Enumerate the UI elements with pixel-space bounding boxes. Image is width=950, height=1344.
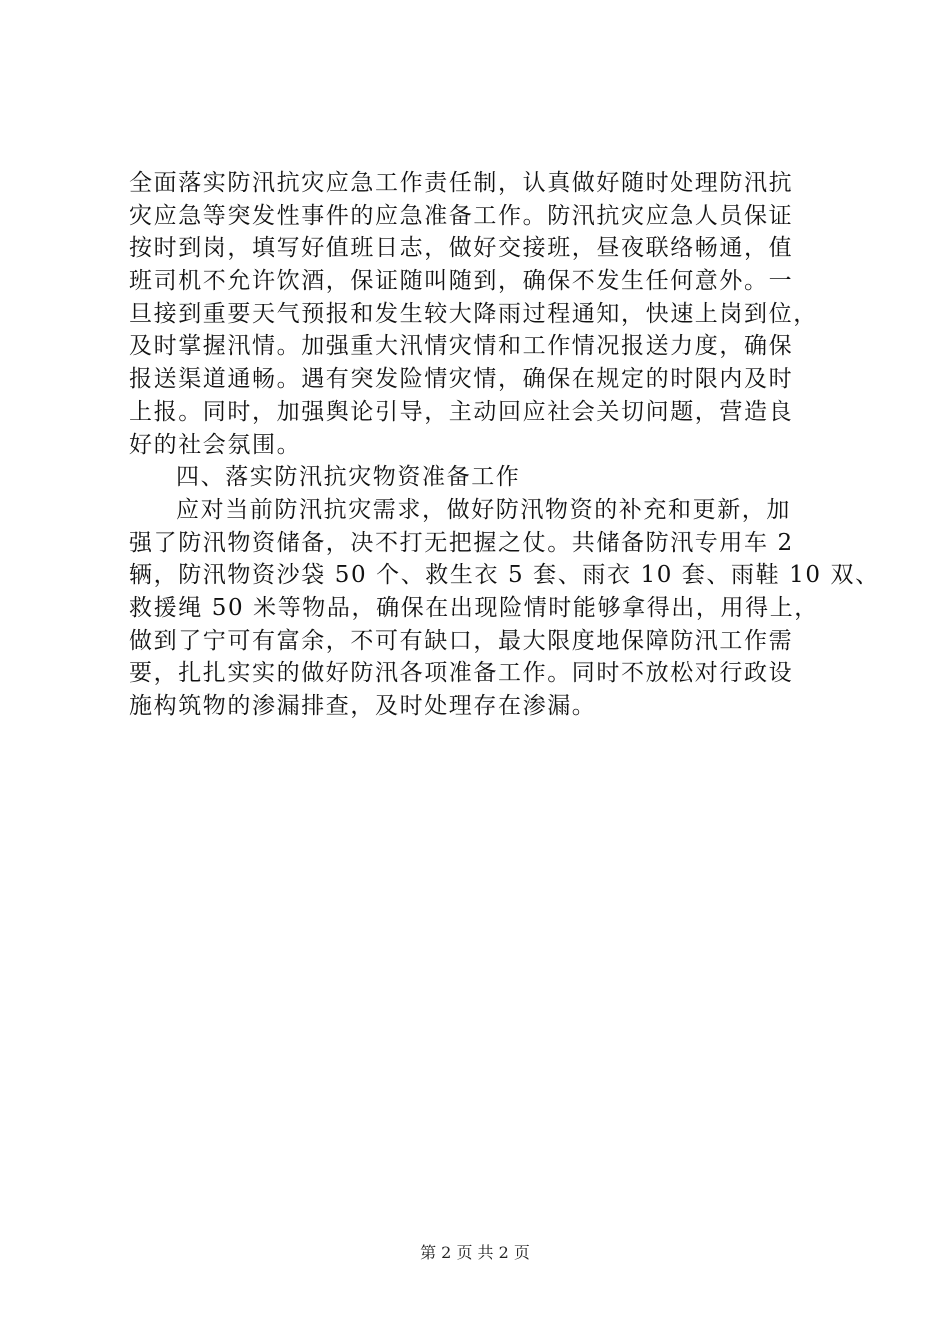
text-line: 施构筑物的渗漏排查，及时处理存在渗漏。 [129,693,597,719]
text-line: 旦接到重要天气预报和发生较大降雨过程通知，快速上岗到位， [129,300,818,327]
text-line: 及时掌握汛情。加强重大汛情灾情和工作情况报送力度，确保 [129,333,794,360]
text-line: 全面落实防汛抗灾应急工作责任制，认真做好随时处理防汛抗 [129,170,794,196]
page-footer [0,1243,950,1263]
text-line: 上报。同时，加强舆论引导，主动回应社会关切问题，营造良 [129,398,794,425]
text-line: 辆，防汛物资沙袋 50 个、救生衣 5 套、雨衣 10 套、雨鞋 10 双、 [129,562,880,589]
text-line: 按时到岗，填写好值班日志，做好交接班，昼夜联络畅通，值 [129,235,794,262]
text-line: 要，扎扎实实的做好防汛各项准备工作。同时不放松对行政设 [129,660,794,687]
text-line: 强了防汛物资储备，决不打无把握之仗。共储备防汛专用车 2 [129,529,794,556]
section-heading: 四、落实防汛抗灾物资准备工作 [176,464,521,491]
text-line: 应对当前防汛抗灾需求，做好防汛物资的补充和更新，加 [176,496,791,523]
text-line: 救援绳 50 米等物品，确保在出现险情时能够拿得出，用得上， [129,594,819,621]
text-line: 报送渠道通畅。遇有突发险情灾情，确保在规定的时限内及时 [129,366,794,393]
page-number-label: 第 2 页 共 2 页 [420,1243,530,1262]
text-line: 好的社会氛围。 [129,431,302,458]
text-line: 灾应急等突发性事件的应急准备工作。防汛抗灾应急人员保证 [129,202,794,229]
body-text [129,167,880,723]
text-line: 班司机不允许饮酒，保证随叫随到，确保不发生任何意外。一 [129,268,794,295]
text-line: 做到了宁可有富余，不可有缺口，最大限度地保障防汛工作需 [129,627,794,654]
